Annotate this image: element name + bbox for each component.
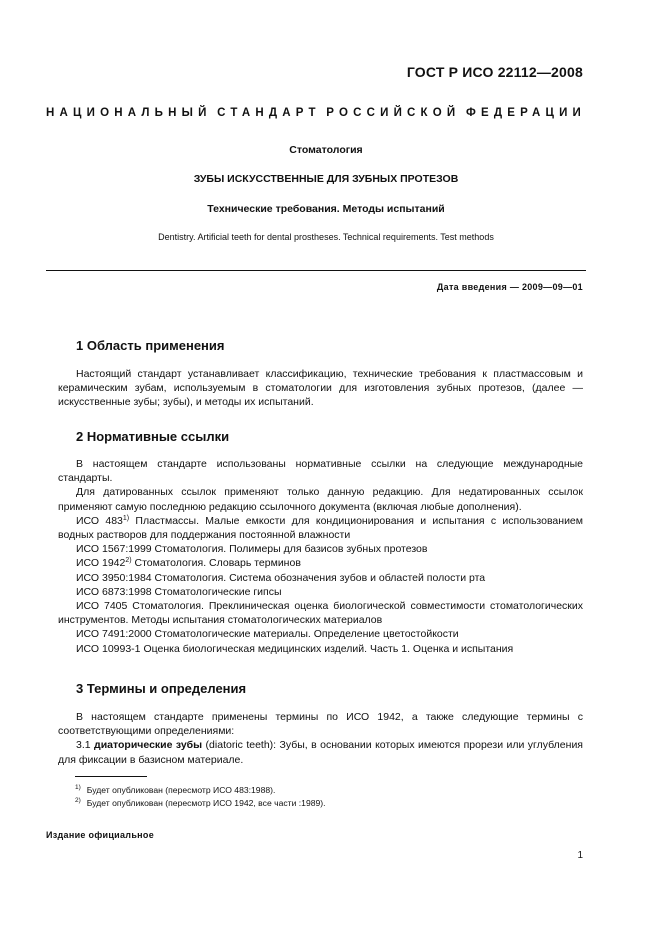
reference-item <box>58 556 583 570</box>
reference-code: ИСО 7405 <box>76 600 128 613</box>
footnote-mark: 1) <box>122 514 130 522</box>
footnote-divider <box>75 776 147 777</box>
reference-item <box>58 514 583 542</box>
document-subtitle: Технические требования. Методы испытаний <box>207 203 445 215</box>
section-3-heading: 3 Термины и определения <box>76 681 247 696</box>
reference-item <box>58 542 583 556</box>
footnote-mark: 2) <box>125 557 132 565</box>
footnote-text: Будет опубликован (пересмотр ИСО 1942, все части :1989). <box>86 798 326 808</box>
reference-code: ИСО 6873:1998 <box>76 585 152 598</box>
document-title: ЗУБЫ ИСКУССТВЕННЫЕ ДЛЯ ЗУБНЫХ ПРОТЕЗОВ <box>193 173 459 185</box>
section-2-body <box>58 457 583 656</box>
reference-item <box>58 585 583 599</box>
banner-word: СТАНДАРТ <box>217 107 321 119</box>
footnote-text: Будет опубликован (пересмотр ИСО 483:1988). <box>86 785 276 795</box>
footnote <box>75 784 275 795</box>
reference-title: Оценка биологическая медицинских изделий. Часть 1. Оценка и испытания <box>140 642 514 655</box>
reference-code: ИСО 483 <box>76 514 123 527</box>
subject: Стоматология <box>289 144 363 156</box>
reference-title: Стоматология. Преклиническая оценка биологической совместимости стоматологических инструментов. Методы испытания стоматологических материалов <box>58 600 583 627</box>
paragraph: В настоящем стандарте применены термины по ИСО 1942, а также следующие термины с соответствующими определениями: <box>58 711 583 738</box>
reference-title: Стоматология. Словарь терминов <box>131 557 301 570</box>
reference-item <box>58 627 583 641</box>
section-1-body <box>58 367 583 410</box>
reference-item <box>58 642 583 656</box>
section-3-body <box>58 710 583 767</box>
term-definition <box>58 738 583 766</box>
english-title: Dentistry. Artificial teeth for dental prostheses. Technical requirements. Test methods <box>158 232 494 242</box>
reference-item <box>58 571 583 585</box>
banner-word: ФЕДЕРАЦИИ <box>465 107 586 119</box>
banner-word: НАЦИОНАЛЬНЫЙ <box>46 107 212 119</box>
reference-code: ИСО 7491:2000 <box>76 628 152 641</box>
reference-code: ИСО 1942 <box>76 557 126 570</box>
reference-title: Стоматология. Система обозначения зубов и областей полости рта <box>151 571 486 584</box>
reference-title: Стоматологические гипсы <box>151 585 282 598</box>
term-name: диаторические зубы <box>94 739 203 752</box>
section-2-heading: 2 Нормативные ссылки <box>76 429 230 444</box>
national-standard-banner <box>46 107 586 119</box>
reference-item <box>58 599 583 627</box>
reference-title: Стоматологические материалы. Определение цветостойкости <box>151 628 459 641</box>
paragraph: Настоящий стандарт устанавливает классификацию, технические требования к пластмассовым и керамическим зубам, используемым в стоматологии для изготовления зубных протезов, (далее — искусственные зубы; зубы), и методы их испытаний. <box>58 368 583 409</box>
reference-code: ИСО 1567:1999 <box>76 543 152 556</box>
reference-code: ИСО 10993-1 <box>76 642 141 655</box>
edition-label: Издание официальное <box>46 830 155 840</box>
header-divider <box>46 270 586 271</box>
term-text: (diatoric teeth): Зубы, в основании которых имеются прорези или углубления для фиксации в базисном материале. <box>58 739 583 766</box>
reference-title: Пластмассы. Малые емкости для кондиционирования и испытания с использованием водных растворов для поддержания постоянной влажности <box>58 514 583 542</box>
page-number: 1 <box>577 850 583 861</box>
section-1-heading: 1 Область применения <box>76 338 225 353</box>
footnote-mark: 2) <box>75 797 81 804</box>
gost-number: ГОСТ Р ИСО 22112—2008 <box>406 64 583 80</box>
paragraph: Для датированных ссылок применяют только данную редакцию. Для недатированных ссылок применяют самую последнюю редакцию ссылочного документа (включая любые дополнения). <box>58 486 583 513</box>
term-number: 3.1 <box>76 739 91 752</box>
footnote <box>75 797 326 808</box>
reference-title: Стоматология. Полимеры для базисов зубных протезов <box>151 543 428 556</box>
paragraph: В настоящем стандарте использованы нормативные ссылки на следующие международные стандарты. <box>58 458 583 485</box>
banner-word: РОССИЙСКОЙ <box>326 107 461 119</box>
footnote-mark: 1) <box>75 784 81 791</box>
reference-code: ИСО 3950:1984 <box>76 571 152 584</box>
introduction-date: Дата введения — 2009—09—01 <box>436 282 583 292</box>
